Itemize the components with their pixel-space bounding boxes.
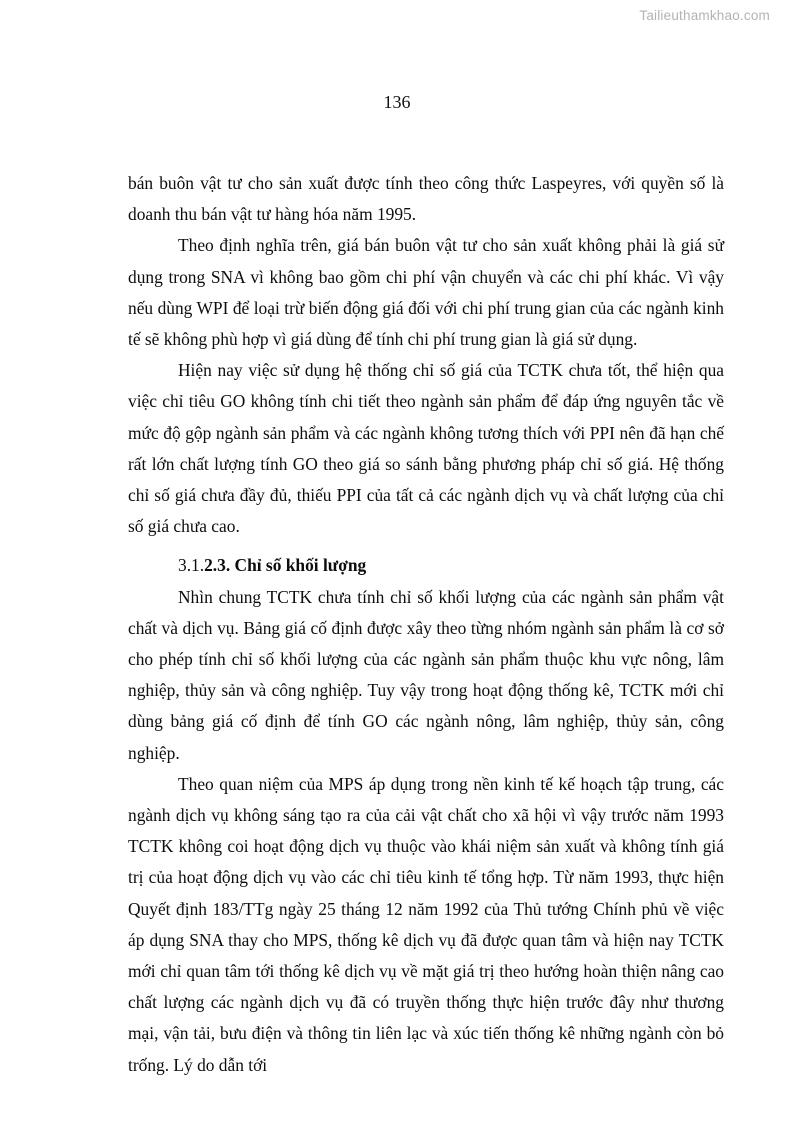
paragraph-1: bán buôn vật tư cho sản xuất được tính theo công thức Laspeyres, với quyền số là doanh thu bán vật tư hàng hóa năm 1995. xyxy=(128,173,724,225)
paragraph-5: Theo quan niệm của MPS áp dụng trong nền kinh tế kế hoạch tập trung, các ngành dịch vụ không sáng tạo ra của cải vật chất cho xã hội vì vậy trước năm 1993 TCTK không coi hoạt động dịch vụ thuộc vào khái niệm sản xuất và không tính giá trị của hoạt động dịch vụ vào các chỉ tiêu kinh tế tổng hợp. Từ năm 1993, thực hiện Quyết định 183/TTg ngày 25 tháng 12 năm 1992 của Thủ tướng Chính phủ về việc áp dụng SNA thay cho MPS, thống kê dịch vụ đã được quan tâm và hiện nay TCTK mới chỉ quan tâm tới thống kê dịch vụ về mặt giá trị theo hướng hoàn thiện nâng cao chất lượng các ngành dịch vụ đã có truyền thống thực hiện trước đây như thương mại, vận tải, bưu điện và thông tin liên lạc và xúc tiến thống kê những ngành còn bỏ trống. Lý do dẫn tới xyxy=(128,773,724,1075)
paragraph-4: Nhìn chung TCTK chưa tính chỉ số khối lượng của các ngành sản phẩm vật chất và dịch vụ. Bảng giá cố định được xây theo từng nhóm ngành sản phẩm là cơ sở cho phép tính chỉ số khối lượng của các ngành sản phẩm thuộc khu vực nông, lâm nghiệp, thủy sản và công nghiệp. Tuy vậy trong hoạt động thống kê, TCTK mới chỉ dùng bảng giá cố định để tính GO các ngành nông, lâm nghiệp, thủy sản, công nghiệp. xyxy=(128,586,724,763)
paragraph-2: Theo định nghĩa trên, giá bán buôn vật tư cho sản xuất không phải là giá sử dụng trong SNA vì không bao gồm chi phí vận chuyển và các chi phí khác. Vì vậy nếu dùng WPI để loại trừ biến động giá đối với chi phí trung gian của các ngành kinh tế sẽ không phù hợp vì giá dùng để tính chi phí trung gian là giá sử dụng. xyxy=(128,235,724,350)
page-number: 136 xyxy=(383,92,411,112)
watermark-text: Tailieuthamkhao.com xyxy=(639,8,770,23)
page-content xyxy=(128,168,724,1081)
section-heading-prefix: 3.1. xyxy=(178,555,205,576)
section-heading-label: 2.3. Chỉ số khối lượng xyxy=(204,555,367,576)
paragraph-3: Hiện nay việc sử dụng hệ thống chỉ số giá của TCTK chưa tốt, thể hiện qua việc chỉ tiêu GO không tính chi tiết theo ngành sản phẩm để đáp ứng nguyên tắc về mức độ gộp ngành sản phẩm và các ngành không tương thích với PPI nên đã hạn chế rất lớn chất lượng tính GO theo giá so sánh bằng phương pháp chỉ số giá. Hệ thống chỉ số giá chưa đầy đủ, thiếu PPI của tất cả các ngành dịch vụ và chất lượng của chỉ số giá chưa cao. xyxy=(128,360,724,537)
section-heading xyxy=(128,550,724,581)
